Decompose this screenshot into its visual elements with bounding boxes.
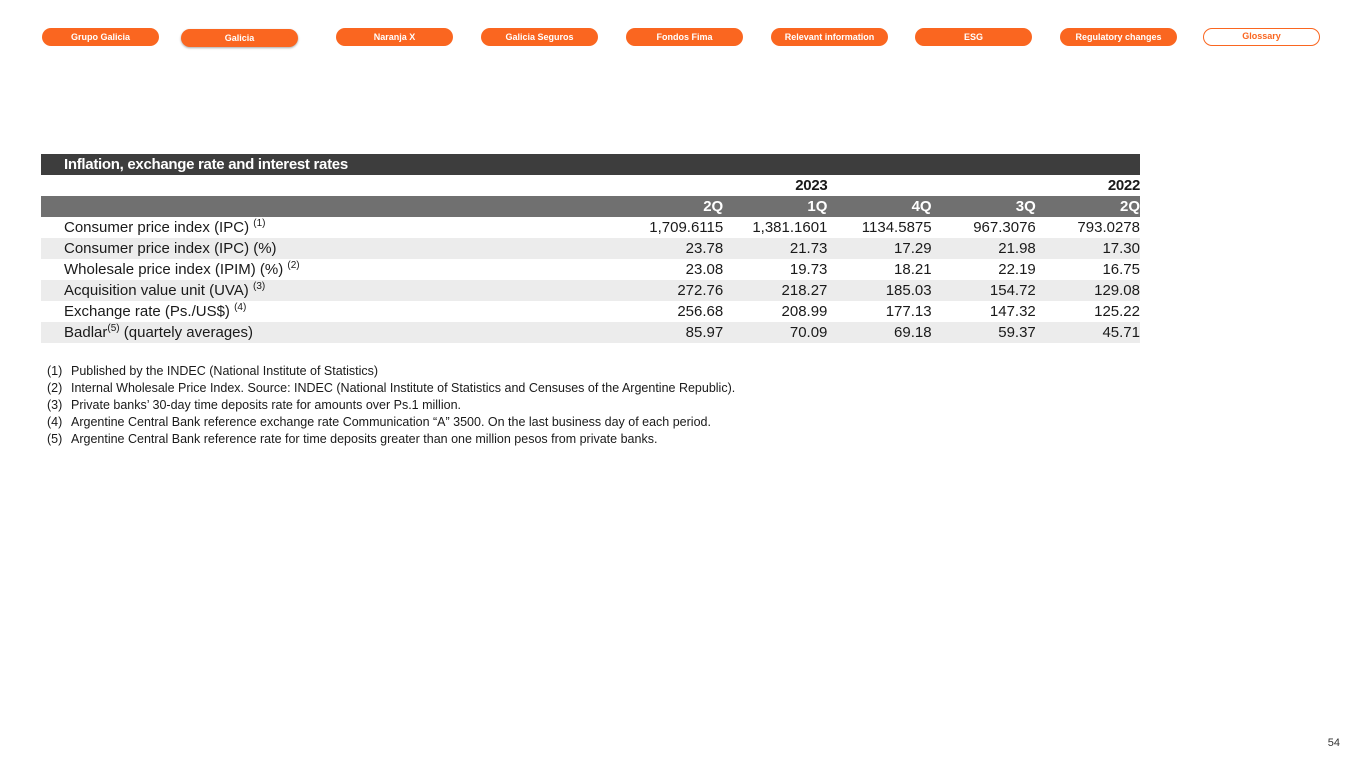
footnote: (2) Internal Wholesale Price Index. Source: INDEC (National Institute of Statistics and Censuses of the Argentine Republic). xyxy=(47,381,736,395)
nav-grupo-galicia-button[interactable]: Grupo Galicia xyxy=(42,28,159,46)
footnote: (5) Argentine Central Bank reference rate for time deposits greater than one million pesos from private banks. xyxy=(47,432,658,446)
table-title: Inflation, exchange rate and interest rates xyxy=(41,154,1140,175)
table-cell: 218.27 xyxy=(723,280,827,301)
footnote: (1) Published by the INDEC (National Institute of Statistics) xyxy=(47,364,379,378)
table-row xyxy=(41,238,1140,259)
nav-galicia-seguros-button[interactable]: Galicia Seguros xyxy=(481,28,598,46)
page-number: 54 xyxy=(1327,737,1340,749)
top-navigation xyxy=(42,27,1322,49)
footnote-ref: (3) xyxy=(252,281,266,292)
year-2022-label: 2022 xyxy=(1107,177,1140,194)
table-cell: 1,381.1601 xyxy=(752,219,828,236)
row-label: Badlar$^{(5)}$ (quartely averages) xyxy=(41,322,619,343)
table-cell: 17.30 xyxy=(1036,238,1140,259)
quarter-header: 3Q xyxy=(932,196,1036,217)
table-cell: 177.13 xyxy=(885,303,932,320)
table-cell: 1134.5875 xyxy=(861,219,932,236)
table-row xyxy=(41,280,1140,301)
table-cell: 125.22 xyxy=(1094,303,1140,320)
row-label: Acquisition value unit (UVA) $^{(3)}$ xyxy=(41,280,619,301)
table-cell: 21.98 xyxy=(932,238,1036,259)
footnote-ref: (1) xyxy=(253,218,266,229)
table-row xyxy=(41,217,1140,238)
quarter-header: 2Q xyxy=(619,196,723,217)
footnote: (3) Private banks’ 30-day time deposits rate for amounts over Ps.1 million. xyxy=(47,398,461,412)
footnote: (4) Argentine Central Bank reference exchange rate Communication “A” 3500. On the last business day of each period. xyxy=(47,415,711,429)
year-2023-label: 2023 xyxy=(795,177,828,194)
footnote-ref: (4) xyxy=(234,302,247,313)
row-label: Consumer price index (IPC) $^{(1)}$ xyxy=(64,218,266,236)
row-label: Consumer price index (IPC) (%) xyxy=(41,238,619,259)
table-cell: 967.3076 xyxy=(973,219,1036,236)
nav-galicia-button[interactable]: Galicia xyxy=(181,29,298,47)
footnote-ref: (5) xyxy=(107,323,120,334)
table-row xyxy=(41,322,1140,343)
table-cell: 129.08 xyxy=(1036,280,1140,301)
table-cell: 21.73 xyxy=(723,238,827,259)
footnote-ref: (2) xyxy=(287,260,300,271)
inflation-table xyxy=(41,154,1140,343)
row-label: Wholesale price index (IPIM) (%) $^{(2)}$ xyxy=(64,260,300,278)
quarter-header: 1Q xyxy=(723,196,827,217)
table-cell: 19.73 xyxy=(789,261,828,278)
table-cell: 793.0278 xyxy=(1077,219,1140,236)
table-cell: 147.32 xyxy=(989,303,1036,320)
table-cell: 85.97 xyxy=(619,322,723,343)
table-cell: 154.72 xyxy=(932,280,1036,301)
row-label: Exchange rate (Ps./US$) $^{(4)}$ xyxy=(64,302,247,320)
quarter-header-row xyxy=(41,196,1140,217)
table-row xyxy=(41,301,1140,322)
nav-fondos-fima-button[interactable]: Fondos Fima xyxy=(626,28,743,46)
nav-naranja-x-button[interactable]: Naranja X xyxy=(336,28,453,46)
nav-glossary-button[interactable]: Glossary xyxy=(1203,28,1320,46)
nav-relevant-information-button[interactable]: Relevant information xyxy=(771,28,888,46)
quarter-header: 4Q xyxy=(827,196,931,217)
table-cell: 272.76 xyxy=(619,280,723,301)
table-cell: 59.37 xyxy=(932,322,1036,343)
nav-regulatory-changes-button[interactable]: Regulatory changes xyxy=(1060,28,1177,46)
footnotes xyxy=(47,363,735,448)
quarter-header: 2Q xyxy=(1036,196,1140,217)
year-header-row xyxy=(41,175,1140,196)
nav-esg-button[interactable]: ESG xyxy=(915,28,1032,46)
table-cell: 69.18 xyxy=(827,322,931,343)
table-cell: 16.75 xyxy=(1102,261,1140,278)
table-cell: 45.71 xyxy=(1036,322,1140,343)
table-row xyxy=(41,259,1140,280)
table-cell: 185.03 xyxy=(827,280,931,301)
table-cell: 22.19 xyxy=(998,261,1036,278)
table-title-row xyxy=(41,154,1140,175)
table-cell: 17.29 xyxy=(827,238,931,259)
table-cell: 70.09 xyxy=(723,322,827,343)
table-cell: 1,709.6115 xyxy=(649,219,724,236)
table-cell: 18.21 xyxy=(894,261,932,278)
table-cell: 23.78 xyxy=(619,238,723,259)
table-cell: 256.68 xyxy=(677,303,724,320)
table-cell: 208.99 xyxy=(781,303,828,320)
table-cell: 23.08 xyxy=(685,261,724,278)
